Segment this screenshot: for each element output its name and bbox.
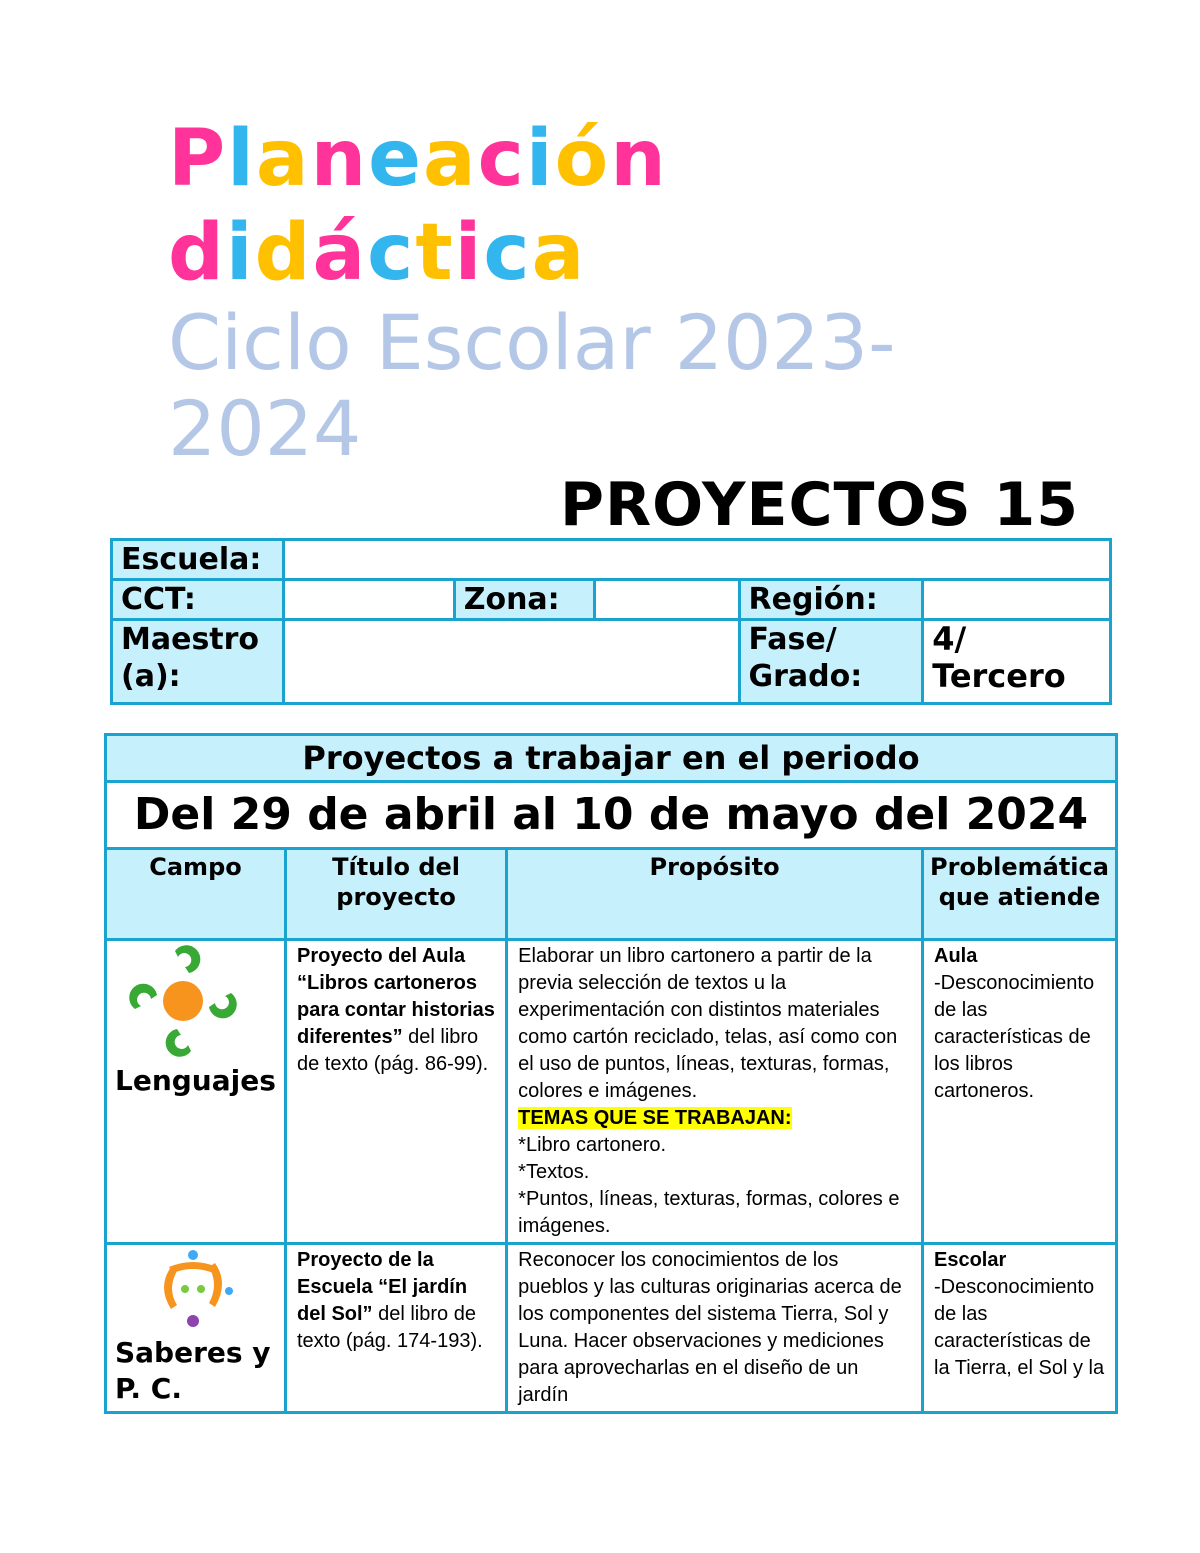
column-campo: Campo [106, 849, 286, 940]
titulo-bold: Proyecto de la Escuela “El jardín del Sol” [296, 1249, 468, 1325]
school-info-table [110, 538, 1112, 705]
region-label: Región: [739, 580, 923, 620]
problematica-title: Aula [934, 945, 978, 967]
titulo-rest: del libro de texto (pág. 86-99). [296, 1026, 489, 1075]
titulo-bold: Proyecto del Aula “Libros cartoneros para contar historias diferentes” [296, 945, 495, 1048]
saberes-icon [155, 1249, 245, 1329]
titulo-rest: del libro de texto (pág. 174-193). [296, 1303, 483, 1352]
school-cycle: Ciclo Escolar 2023-2024 [168, 298, 896, 473]
title-line-2: didáctica [168, 208, 587, 298]
column-problematica: Problemática que atiende [923, 849, 1117, 940]
escuela-value[interactable] [283, 540, 1110, 580]
column-titulo: Título del proyecto [285, 849, 506, 940]
zona-label: Zona: [454, 580, 594, 620]
fase-label: Fase/ Grado: [739, 620, 923, 704]
campo-label: Saberes y P. C. [115, 1336, 271, 1405]
period-dates: Del 29 de abril al 10 de mayo del 2024 [106, 782, 1117, 849]
campo-lenguajes [106, 940, 286, 1244]
zona-value[interactable] [594, 580, 739, 620]
titulo-cell [285, 940, 506, 1244]
tema-item: *Textos. [518, 1161, 590, 1183]
tema-item: *Puntos, líneas, texturas, formas, colores e imágenes. [518, 1188, 900, 1237]
document-title [168, 112, 1068, 300]
column-proposito: Propósito [507, 849, 923, 940]
period-heading: Proyectos a trabajar en el periodo [106, 735, 1117, 782]
problematica-title: Escolar [934, 1249, 1007, 1271]
campo-label: Lenguajes [115, 1064, 276, 1097]
proposito-cell [507, 1244, 923, 1413]
projects-table [104, 733, 1118, 1414]
problematica-cell [923, 1244, 1117, 1413]
campo-saberes [106, 1244, 286, 1413]
projects-number: PROYECTOS 15 [560, 470, 1080, 540]
title-line-1: Planeación [168, 114, 668, 204]
cct-label: CCT: [112, 580, 284, 620]
problematica-cell [923, 940, 1117, 1244]
tema-item: *Libro cartonero. [518, 1134, 667, 1156]
temas-label: TEMAS QUE SE TRABAJAN: [518, 1107, 792, 1129]
cct-value[interactable] [283, 580, 454, 620]
proposito-text: Reconocer los conocimientos de los pueblos y las culturas originarias acerca de los componentes del sistema Tierra, Sol y Luna. Hacer observaciones y mediciones para aprovecharlas en el diseño de un jardín [518, 1249, 902, 1406]
proposito-text: Elaborar un libro cartonero a partir de la previa selección de textos u la experimentación con distintos materiales como cartón reciclado, telas, así como con el uso de puntos, líneas, texturas, formas, colores e imágenes. [518, 945, 898, 1102]
problematica-text: -Desconocimiento de las características de los libros cartoneros. [934, 972, 1095, 1102]
maestro-value[interactable] [283, 620, 739, 704]
maestro-label: Maestro (a): [112, 620, 284, 704]
fase-value: 4/ Tercero [923, 620, 1111, 704]
problematica-text: -Desconocimiento de las características de la Tierra, el Sol y la [934, 1276, 1105, 1379]
escuela-label: Escuela: [112, 540, 284, 580]
region-value[interactable] [923, 580, 1111, 620]
proposito-cell [507, 940, 923, 1244]
titulo-cell [285, 1244, 506, 1413]
lenguajes-icon [125, 945, 241, 1057]
